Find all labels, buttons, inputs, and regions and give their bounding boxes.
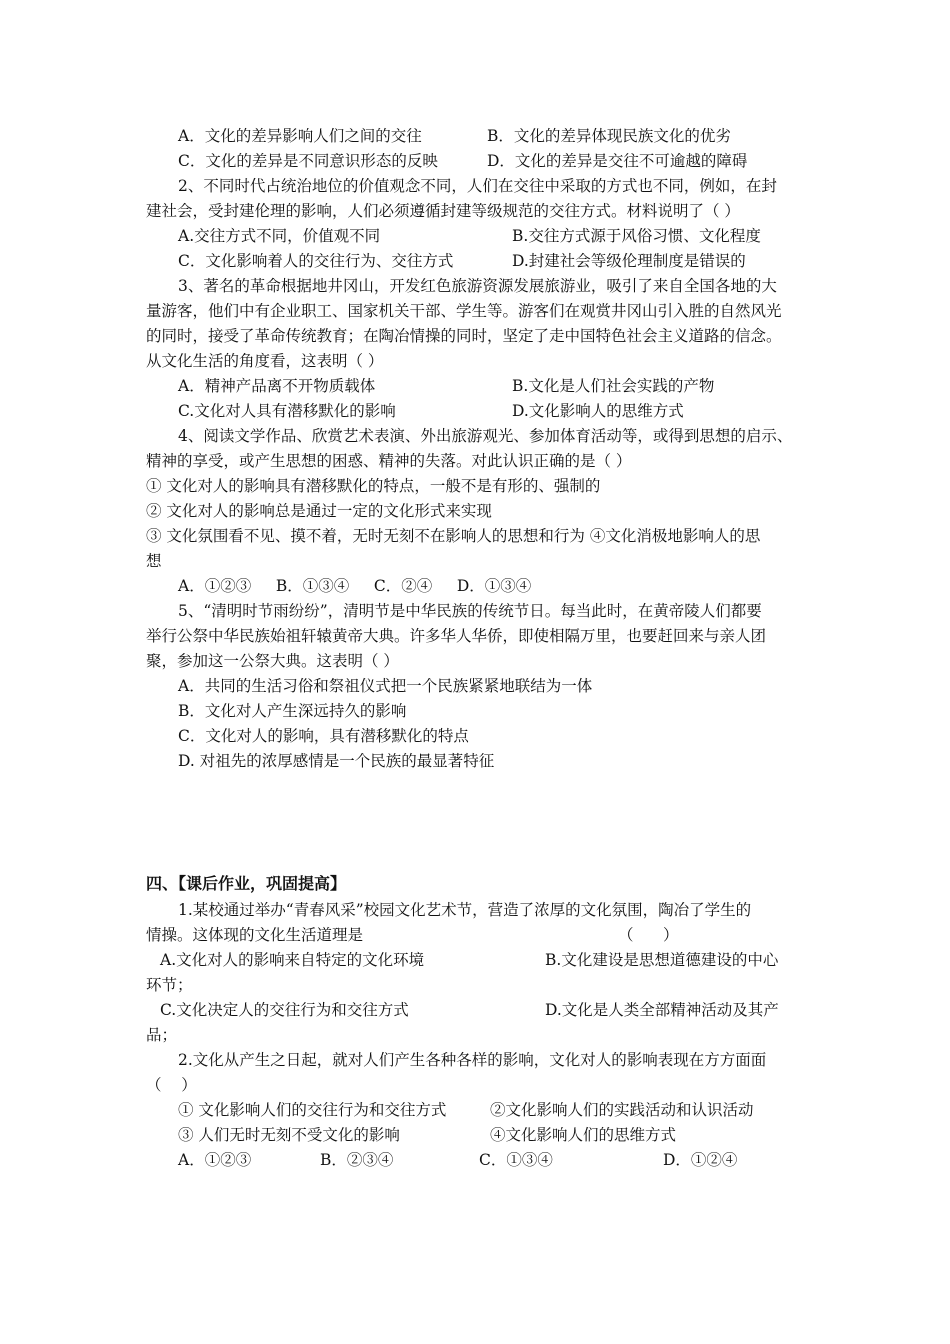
q2-stem-line2: 建社会，受封建伦理的影响，人们必须遵循封建等级规范的交往方式。材料说明了（ ） <box>146 202 740 220</box>
h2-stem-line2: （ ） <box>146 1076 197 1094</box>
h1-option-b-line2: 环节； <box>146 976 193 994</box>
h1-option-c: C.文化决定人的交往行为和交往方式 <box>160 1001 409 1019</box>
q3-option-a: A．精神产品离不开物质载体 <box>178 377 376 395</box>
h2-option-b: B．②③④ <box>320 1151 394 1169</box>
h2-item-4: ④文化影响人们的思维方式 <box>490 1126 677 1144</box>
h2-item-1: ① 文化影响人们的交往行为和交往方式 <box>178 1101 447 1119</box>
q4-stem-line2: 精神的享受，或产生思想的困惑、精神的失落。对此认识正确的是（ ） <box>146 452 632 470</box>
h2-option-d: D．①②④ <box>663 1151 738 1169</box>
q5-option-a: A．共同的生活习俗和祭祖仪式把一个民族紧紧地联结为一体 <box>178 677 593 695</box>
h1-option-b-line1: B.文化建设是思想道德建设的中心 <box>545 951 779 969</box>
q2-option-c: C．文化影响着人的交往行为、交往方式 <box>178 252 454 270</box>
h1-option-d-line1: D.文化是人类全部精神活动及其产 <box>545 1001 779 1019</box>
h1-option-a: A.文化对人的影响来自特定的文化环境 <box>160 951 425 969</box>
q4-item-3-line2: 想 <box>146 552 162 570</box>
h2-stem-line1: 2.文化从产生之日起，就对人们产生各种各样的影响，文化对人的影响表现在方方面面 <box>178 1051 767 1069</box>
h2-option-c: C．①③④ <box>479 1151 553 1169</box>
q1-option-a: A．文化的差异影响人们之间的交往 <box>178 127 422 145</box>
h1-answer-paren: （ ） <box>618 926 679 944</box>
q3-stem-line1: 3、著名的革命根据地井冈山，开发红色旅游资源发展旅游业，吸引了来自全国各地的大 <box>178 277 777 295</box>
h2-item-3: ③ 人们无时无刻不受文化的影响 <box>178 1126 400 1144</box>
q4-item-1: ① 文化对人的影响具有潜移默化的特点，一般不是有形的、强制的 <box>146 477 601 495</box>
section-heading: 四、【课后作业，巩固提高】 <box>146 874 347 893</box>
q1-option-b: B．文化的差异体现民族文化的优劣 <box>487 127 731 145</box>
q2-option-b: B.交往方式源于风俗习惯、文化程度 <box>512 227 761 245</box>
q4-item-3-line1: ③ 文化氛围看不见、摸不着，无时无刻不在影响人的思想和行为 ④文化消极地影响人的思 <box>146 527 761 545</box>
q5-stem-line3: 聚，参加这一公祭大典。这表明（ ） <box>146 652 399 670</box>
q4-item-2: ② 文化对人的影响总是通过一定的文化形式来实现 <box>146 502 492 520</box>
q5-stem-line2: 举行公祭中华民族始祖轩辕黄帝大典。许多华人华侨，即使相隔万里，也要赶回来与亲人团 <box>146 627 767 645</box>
q3-stem-line3: 的同时，接受了革命传统教育；在陶冶情操的同时，坚定了走中国特色社会主义道路的信念。 <box>146 327 782 345</box>
q3-option-d: D.文化影响人的思维方式 <box>512 402 684 420</box>
h1-option-d-line2: 品； <box>146 1026 178 1044</box>
q4-stem-line1: 4、阅读文学作品、欣赏艺术表演、外出旅游观光、参加体育活动等，或得到思想的启示、 <box>178 427 793 445</box>
q5-option-c: C．文化对人的影响，具有潜移默化的特点 <box>178 727 469 745</box>
q1-option-d: D．文化的差异是交往不可逾越的障碍 <box>487 152 748 170</box>
q3-stem-line2: 量游客，他们中有企业职工、国家机关干部、学生等。游客们在观赏井冈山引入胜的自然风光 <box>146 302 782 320</box>
q2-option-a: A.交往方式不同，价值观不同 <box>178 227 381 245</box>
q4-options: A．①②③ B．①③④ C．②④ D．①③④ <box>178 577 532 595</box>
h2-item-2: ②文化影响人们的实践活动和认识活动 <box>490 1101 754 1119</box>
q5-option-d: D. 对祖先的浓厚感情是一个民族的最显著特征 <box>178 752 495 770</box>
h1-stem-line1: 1.某校通过举办“青春风采”校园文化艺术节，营造了浓厚的文化氛围，陶冶了学生的 <box>178 901 752 919</box>
q3-stem-line4: 从文化生活的角度看，这表明（ ） <box>146 352 384 370</box>
q3-option-c: C.文化对人具有潜移默化的影响 <box>178 402 396 420</box>
q5-stem-line1: 5、“清明时节雨纷纷”，清明节是中华民族的传统节日。每当此时，在黄帝陵人们都要 <box>178 602 762 620</box>
h2-option-a: A．①②③ <box>178 1151 252 1169</box>
q2-option-d: D.封建社会等级伦理制度是错误的 <box>512 252 746 270</box>
q1-option-c: C．文化的差异是不同意识形态的反映 <box>178 152 438 170</box>
h1-stem-line2: 情操。这体现的文化生活道理是 <box>146 926 364 944</box>
q3-option-b: B.文化是人们社会实践的产物 <box>512 377 715 395</box>
q5-option-b: B．文化对人产生深远持久的影响 <box>178 702 407 720</box>
q2-stem-line1: 2、不同时代占统治地位的价值观念不同，人们在交往中采取的方式也不同，例如，在封 <box>178 177 777 195</box>
